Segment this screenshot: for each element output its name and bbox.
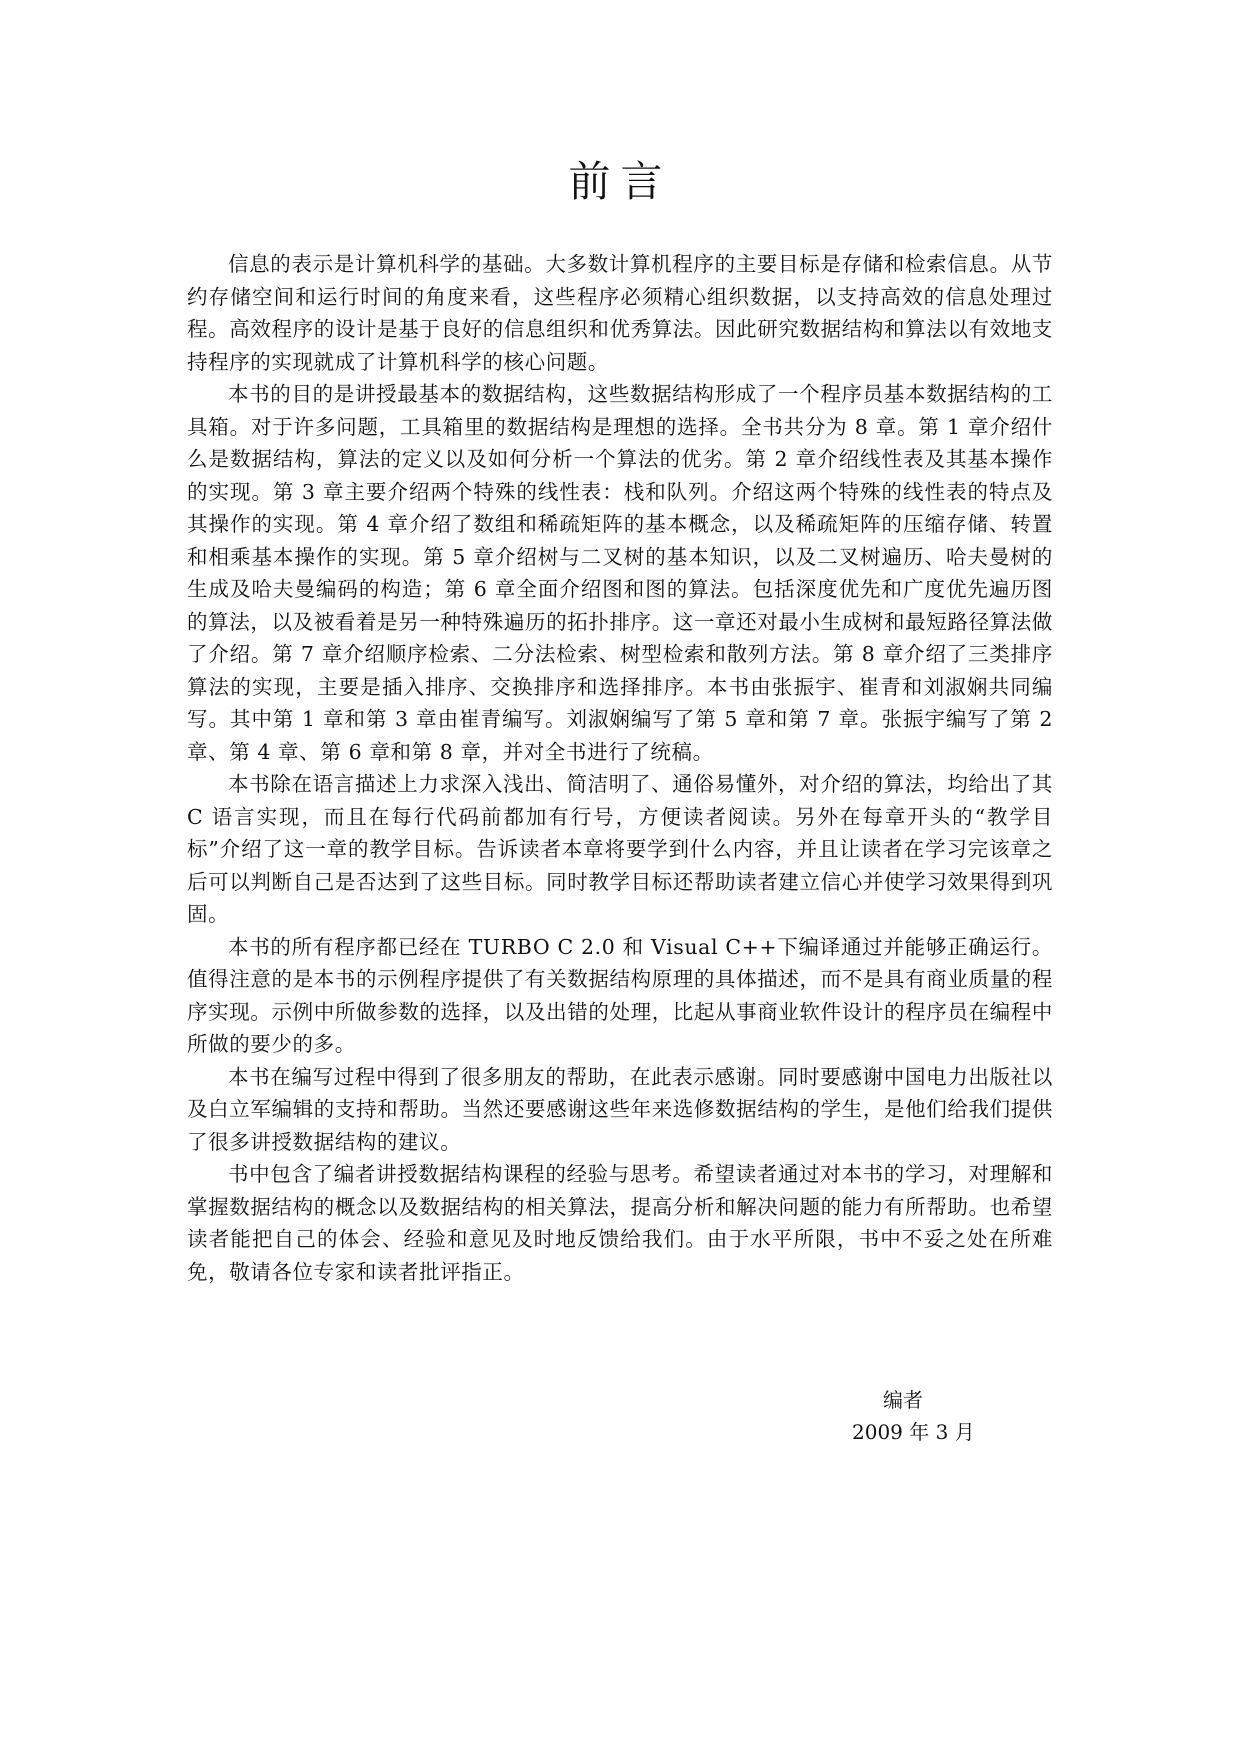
paragraph: 信息的表示是计算机科学的基础。大多数计算机程序的主要目标是存储和检索信息。从节约存储空间和运行时间的角度来看，这些程序必须精心组织数据，以支持高效的信息处理过程。高效程序的设计是基于良好的信息组织和优秀算法。因此研究数据结构和算法以有效地支持程序的实现就成了计算机科学的核心问题。 <box>187 252 1053 374</box>
page-title: 前言 <box>568 157 673 206</box>
preface-body <box>187 248 1053 1288</box>
paragraph: 书中包含了编者讲授数据结构课程的经验与思考。希望读者通过对本书的学习，对理解和掌握数据结构的概念以及数据结构的相关算法，提高分析和解决问题的能力有所帮助。也希望读者能把自己的体会、经验和意见及时地反馈给我们。由于水平所限，书中不妥之处在所难免，敬请各位专家和读者批评指正。 <box>187 1162 1053 1284</box>
signature-block <box>820 1384 1020 1448</box>
signature-date: 2009 年 3 月 <box>852 1420 975 1444</box>
paragraph: 本书的所有程序都已经在 TURBO C 2.0 和 Visual C++下编译通过并能够正确运行。值得注意的是本书的示例程序提供了有关数据结构原理的具体描述，而不是具有商业质量的程序实现。示例中所做参数的选择，以及出错的处理，比起从事商业软件设计的程序员在编程中所做的要少的多。 <box>187 934 1053 1056</box>
paragraph: 本书除在语言描述上力求深入浅出、简洁明了、通俗易懂外，对介绍的算法，均给出了其 C 语言实现，而且在每行代码前都加有行号，方便读者阅读。另外在每章开头的“教学目标”介绍了这一章的教学目标。告诉读者本章将要学到什么内容，并且让读者在学习完该章之后可以判断自己是否达到了这些目标。同时教学目标还帮助读者建立信心并使学习效果得到巩固。 <box>187 772 1053 926</box>
signature-author: 编者 <box>883 1388 923 1412</box>
paragraph: 本书在编写过程中得到了很多朋友的帮助，在此表示感谢。同时要感谢中国电力出版社以及白立军编辑的支持和帮助。当然还要感谢这些年来选修数据结构的学生，是他们给我们提供了很多讲授数据结构的建议。 <box>187 1064 1053 1154</box>
paragraph: 本书的目的是讲授最基本的数据结构，这些数据结构形成了一个程序员基本数据结构的工具箱。对于许多问题，工具箱里的数据结构是理想的选择。全书共分为 8 章。第 1 章介绍什么是数据结构，算法的定义以及如何分析一个算法的优劣。第 2 章介绍线性表及其基本操作的实现。第 3 章主要介绍两个特殊的线性表：栈和队列。介绍这两个特殊的线性表的特点及其操作的实现。第 4 章介绍了数组和稀疏矩阵的基本概念，以及稀疏矩阵的压缩存储、转置和相乘基本操作的实现。第 5 章介绍树与二叉树的基本知识，以及二叉树遍历、哈夫曼树的生成及哈夫曼编码的构造；第 6 章全面介绍图和图的算法。包括深度优先和广度优先遍历图的算法，以及被看着是另一种特殊遍历的拓扑排序。这一章还对最小生成树和最短路径算法做了介绍。第 7 章介绍顺序检索、二分法检索、树型检索和散列方法。第 8 章介绍了三类排序算法的实现，主要是插入排序、交换排序和选择排序。本书由张振宇、崔青和刘淑娴共同编写。其中第 1 章和第 3 章由崔青编写。刘淑娴编写了第 5 章和第 7 章。张振宇编写了第 2 章、第 4 章、第 6 章和第 8 章，并对全书进行了统稿。 <box>187 382 1053 764</box>
